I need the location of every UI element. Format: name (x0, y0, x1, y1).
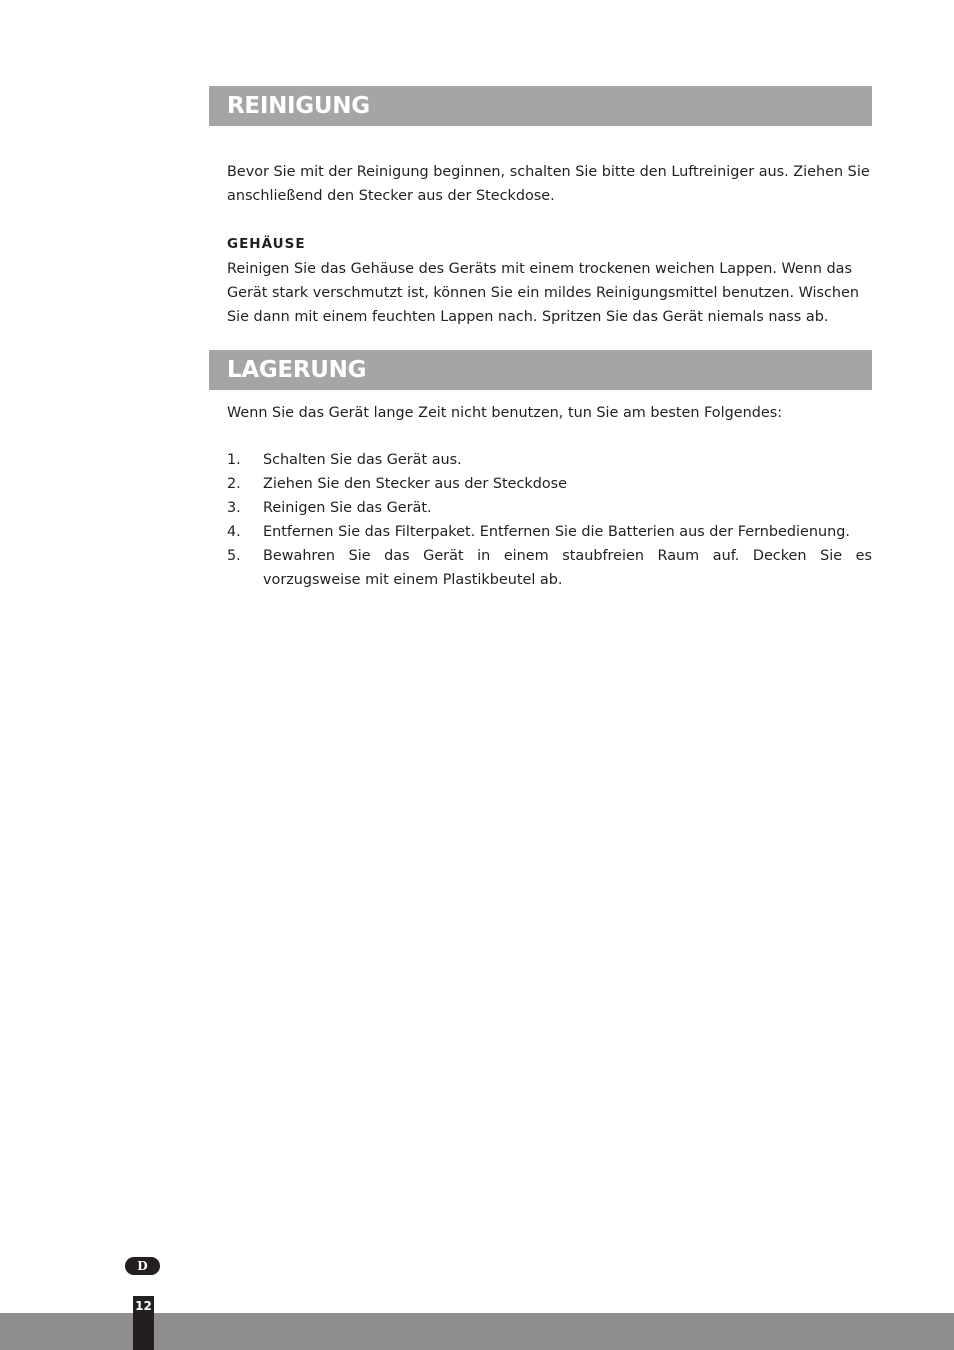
housing-text: Reinigen Sie das Gehäuse des Geräts mit einem trockenen weichen Lappen. Wenn das Gerät stark verschmutzt ist, können Sie ein mildes Reinigungsmittel benutzen. Wischen Sie dann mit einem feuchten Lappen nach. Spritzen Sie das Gerät niemals nass ab. (227, 261, 860, 325)
section-header-lagerung (209, 350, 872, 390)
language-badge: D (125, 1257, 160, 1275)
section-header-reinigung (209, 86, 872, 126)
storage-steps-list (227, 448, 872, 592)
step-text: Entfernen Sie das Filterpaket. Entfernen Sie die Batterien aus der Fernbedienung. (263, 524, 850, 540)
step-number: 3. (227, 500, 241, 516)
housing-heading: GEHÄUSE (227, 236, 306, 252)
section-title: REINIGUNG (227, 93, 370, 119)
step-number: 1. (227, 452, 241, 468)
step-text: Reinigen Sie das Gerät. (263, 500, 432, 516)
list-item (227, 520, 872, 544)
list-item (227, 448, 872, 472)
step-number: 4. (227, 524, 241, 540)
cleaning-intro: Bevor Sie mit der Reinigung beginnen, schalten Sie bitte den Luftreiniger aus. Ziehen Sie anschließend den Stecker aus der Steckdose. (227, 164, 870, 204)
step-number: 5. (227, 548, 241, 564)
step-text: Ziehen Sie den Stecker aus der Steckdose (263, 476, 567, 492)
storage-intro: Wenn Sie das Gerät lange Zeit nicht benutzen, tun Sie am besten Folgendes: (227, 405, 783, 421)
list-item (227, 472, 872, 496)
page-number: 12 (133, 1296, 154, 1350)
section-title: LAGERUNG (227, 357, 367, 383)
list-item (227, 544, 872, 592)
step-text: Schalten Sie das Gerät aus. (263, 452, 462, 468)
step-number: 2. (227, 476, 241, 492)
step-text: Bewahren Sie das Gerät in einem staubfreien Raum auf. Decken Sie es vorzugsweise mit einem Plastikbeutel ab. (263, 548, 872, 588)
list-item (227, 496, 872, 520)
